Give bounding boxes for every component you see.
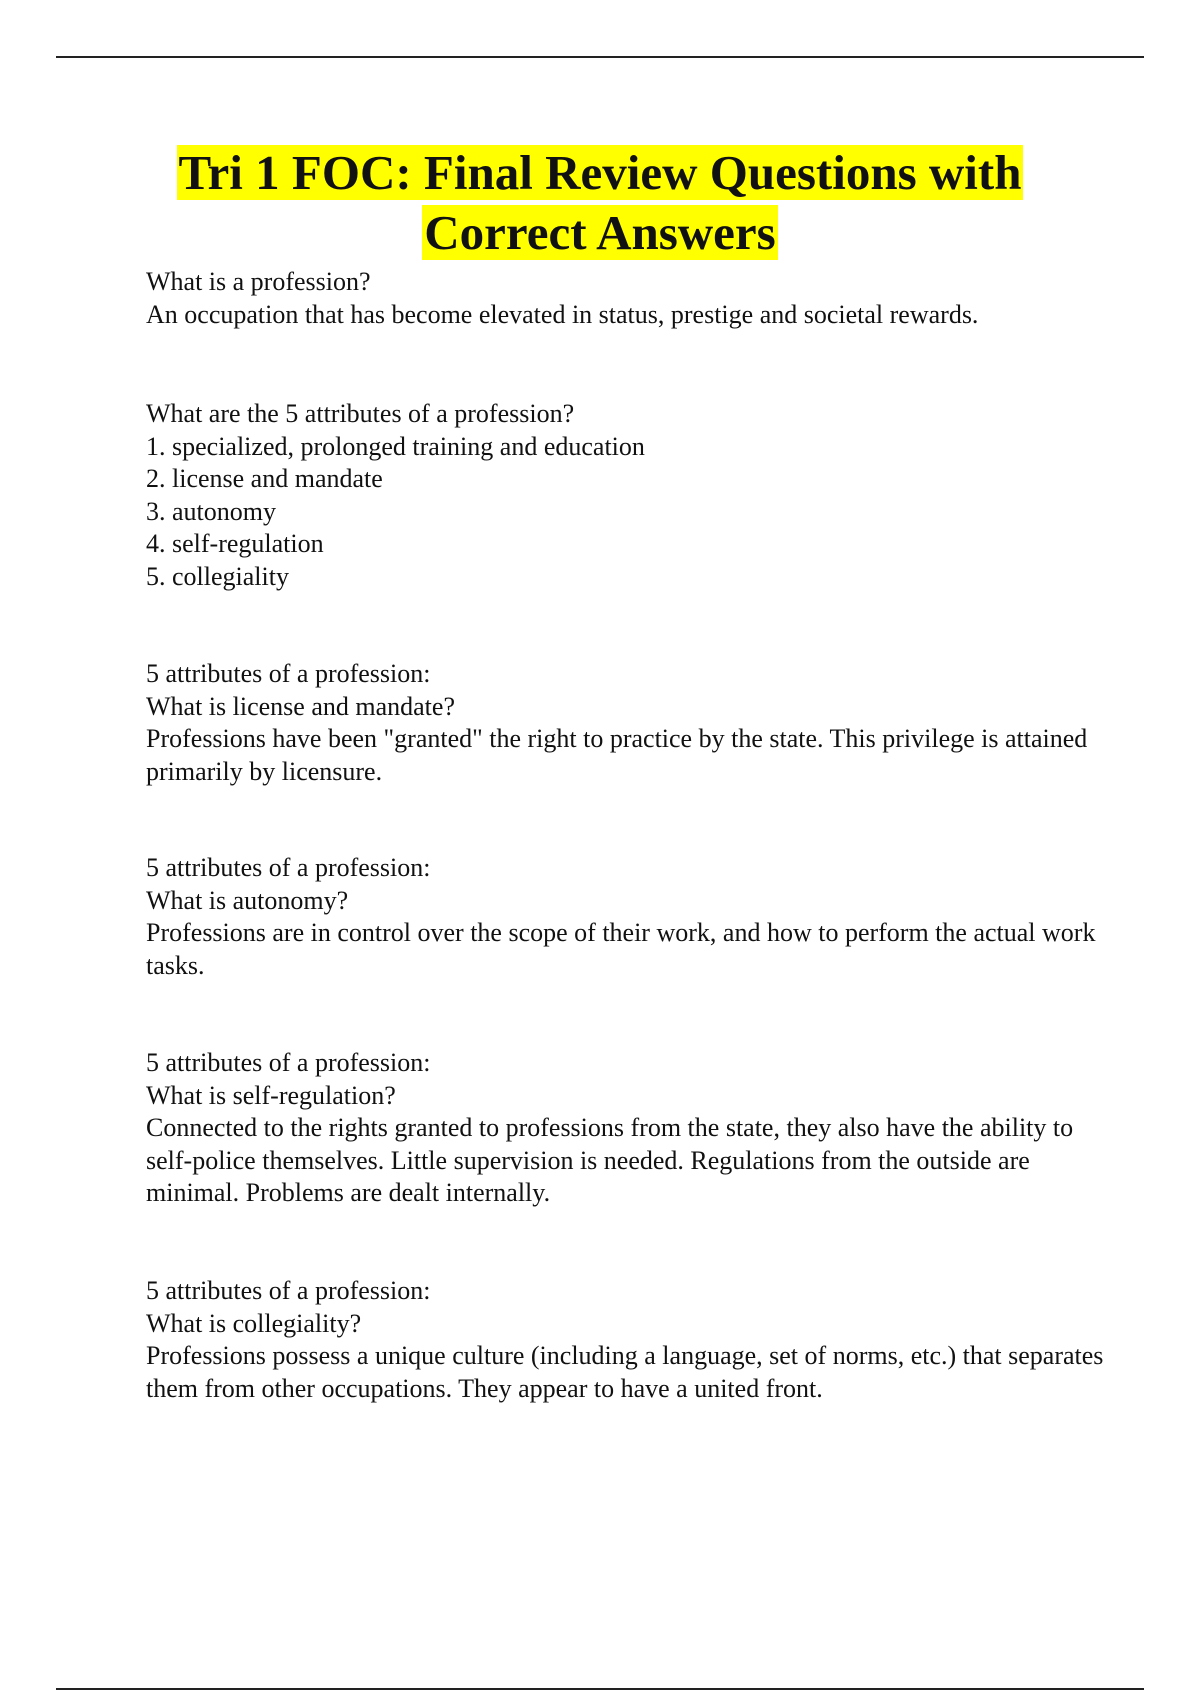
- top-rule: [56, 56, 1144, 58]
- title-line-2: Correct Answers: [424, 205, 776, 260]
- answer: Professions have been "granted" the right to practice by the state. This privilege is attained primarily by licensure.: [146, 724, 1088, 786]
- question-prefix: 5 attributes of a profession:: [146, 659, 431, 688]
- answer: An occupation that has become elevated in status, prestige and societal rewards.: [146, 299, 979, 329]
- question: What is collegiality?: [146, 1308, 362, 1338]
- question-prefix: 5 attributes of a profession:: [146, 1276, 431, 1305]
- question: What is license and mandate?: [146, 691, 455, 721]
- qa-block-2: [146, 398, 1106, 593]
- answer-list-item: 2. license and mandate: [146, 464, 383, 493]
- question: What is a profession?: [146, 267, 371, 296]
- qa-block-5: [146, 1047, 1106, 1210]
- qa-block-6: [146, 1275, 1106, 1405]
- answer-list-item: 3. autonomy: [146, 496, 276, 526]
- answer: Connected to the rights granted to professions from the state, they also have the ability to self-police themselves. Little supervision is needed. Regulations from the outside are minimal. Problems are dealt internally.: [146, 1113, 1074, 1207]
- document-title: [100, 143, 1100, 263]
- answer-list-item: 4. self-regulation: [146, 529, 324, 558]
- answer-list-item: 5. collegiality: [146, 561, 289, 591]
- question: What is self-regulation?: [146, 1080, 396, 1110]
- question-prefix: 5 attributes of a profession:: [146, 1048, 431, 1077]
- answer-list-item: 1. specialized, prolonged training and education: [146, 431, 645, 461]
- question: What is autonomy?: [146, 885, 349, 915]
- qa-block-1: [146, 266, 1106, 331]
- qa-block-3: [146, 658, 1106, 788]
- answer: Professions are in control over the scope of their work, and how to perform the actual work tasks.: [146, 918, 1096, 980]
- bottom-rule: [56, 1688, 1144, 1690]
- question-prefix: 5 attributes of a profession:: [146, 853, 431, 882]
- title-line-1: Tri 1 FOC: Final Review Questions with: [178, 145, 1022, 200]
- qa-block-4: [146, 852, 1106, 982]
- question: What are the 5 attributes of a profession?: [146, 399, 575, 428]
- answer: Professions possess a unique culture (including a language, set of norms, etc.) that separates them from other occupations. They appear to have a united front.: [146, 1341, 1104, 1403]
